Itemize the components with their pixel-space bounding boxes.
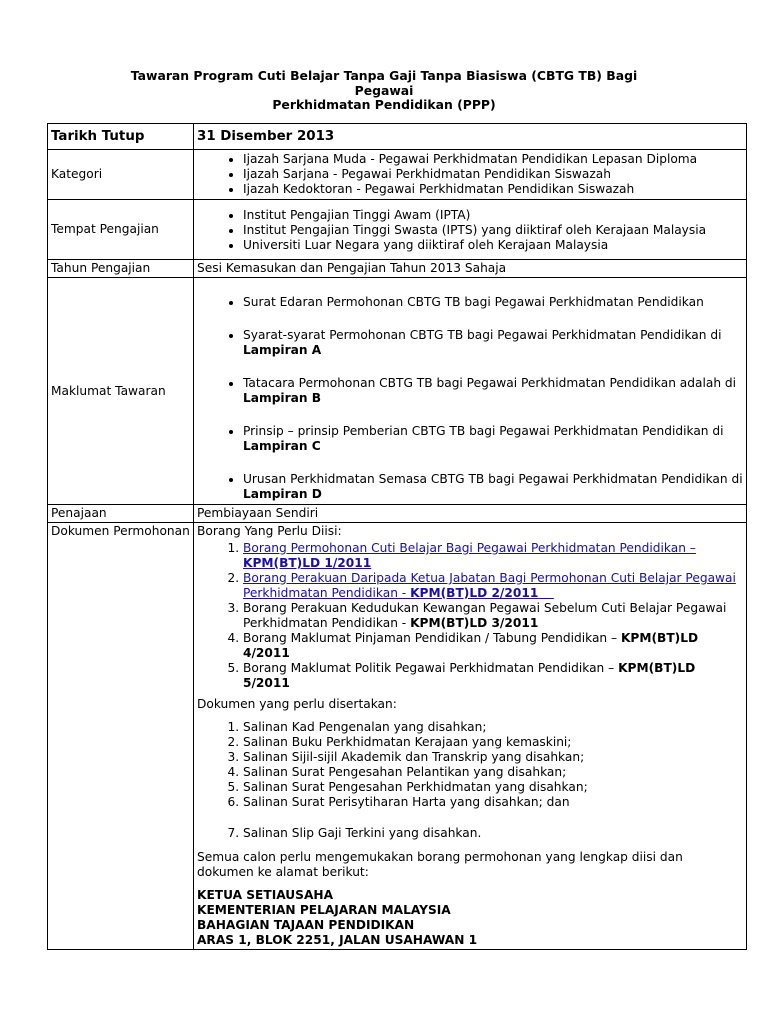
address-line: KETUA SETIAUSAHA (197, 888, 334, 902)
attachment-item: 4. Salinan Surat Pengesahan Pelantikan yang disahkan; (243, 765, 743, 780)
list-item: • Tatacara Permohonan CBTG TB bagi Pegawai Perkhidmatan Pendidikan adalah di Lampiran B (243, 376, 743, 406)
documents-label: Dokumen Permohonan (48, 523, 194, 950)
title-line-3: Perkhidmatan Pendidikan (PPP) (272, 97, 496, 112)
attachment-item: 1. Salinan Kad Pengenalan yang disahkan; (243, 720, 743, 735)
closing-date-label: Tarikh Tutup (48, 124, 194, 150)
attachment-item: 7. Salinan Slip Gaji Terkini yang disahkan. (243, 826, 743, 841)
category-list (197, 152, 743, 197)
offer-info-label: Maklumat Tawaran (48, 278, 194, 505)
forms-heading: Borang Yang Perlu Diisi: (197, 524, 342, 538)
row-study-place (48, 200, 747, 260)
study-place-list (197, 208, 743, 253)
list-item: • Prinsip – prinsip Pemberian CBTG TB bagi Pegawai Perkhidmatan Pendidikan di Lampiran C (243, 424, 743, 454)
form-item: 4. Borang Maklumat Pinjaman Pendidikan / Tabung Pendidikan – KPM(BT)LD 4/2011 (243, 631, 743, 661)
row-sponsorship (48, 505, 747, 523)
offer-table (47, 123, 747, 950)
address-line: BAHAGIAN TAJAAN PENDIDIKAN (197, 918, 415, 932)
list-item: • Institut Pengajian Tinggi Swasta (IPTS) yang diiktiraf oleh Kerajaan Malaysia (243, 223, 743, 238)
row-study-year (48, 260, 747, 278)
form-item: 5. Borang Maklumat Politik Pegawai Perkhidmatan Pendidikan – KPM(BT)LD 5/2011 (243, 661, 743, 691)
sponsorship-value: Pembiayaan Sendiri (194, 505, 747, 523)
mailing-address (197, 888, 743, 948)
closing-date-value: 31 Disember 2013 (194, 124, 747, 150)
row-closing-date (48, 124, 747, 150)
list-item: • Ijazah Kedoktoran - Pegawai Perkhidmatan Pendidikan Siswazah (243, 182, 743, 197)
address-line: KEMENTERIAN PELAJARAN MALAYSIA (197, 903, 451, 917)
study-place-label: Tempat Pengajian (48, 200, 194, 260)
category-label: Kategori (48, 150, 194, 200)
submission-note: Semua calon perlu mengemukakan borang permohonan yang lengkap diisi dan dokumen ke alamat berikut: (197, 850, 683, 879)
form-link-2[interactable]: Borang Perakuan Daripada Ketua Jabatan Bagi Permohonan Cuti Belajar Pegawai Perkhidmatan Pendidikan - KPM(BT)LD 2/2011 (243, 571, 736, 600)
title-line-1: Tawaran Program Cuti Belajar Tanpa Gaji Tanpa Biasiswa (CBTG TB) Bagi (130, 68, 638, 83)
document-title (90, 69, 678, 113)
attachment-item: 2. Salinan Buku Perkhidmatan Kerajaan yang kemaskini; (243, 735, 743, 750)
list-item: • Universiti Luar Negara yang diiktiraf oleh Kerajaan Malaysia (243, 238, 743, 253)
offer-info-list (197, 295, 743, 502)
list-item: • Ijazah Sarjana Muda - Pegawai Perkhidmatan Pendidikan Lepasan Diploma (243, 152, 743, 167)
address-line: ARAS 1, BLOK 2251, JALAN USAHAWAN 1 (197, 933, 478, 947)
list-item: • Surat Edaran Permohonan CBTG TB bagi Pegawai Perkhidmatan Pendidikan (243, 295, 743, 310)
form-item: 3. Borang Perakuan Kedudukan Kewangan Pegawai Sebelum Cuti Belajar Pegawai Perkhidmatan Pendidikan - KPM(BT)LD 3/2011 (243, 601, 743, 631)
attachment-item: 5. Salinan Surat Pengesahan Perkhidmatan yang disahkan; (243, 780, 743, 795)
study-year-label: Tahun Pengajian (48, 260, 194, 278)
title-line-2: Pegawai (354, 82, 414, 98)
form-item[interactable] (243, 571, 743, 601)
row-offer-info (48, 278, 747, 505)
attachments-list (197, 720, 743, 841)
row-documents (48, 523, 747, 950)
sponsorship-label: Penajaan (48, 505, 194, 523)
list-item: • Syarat-syarat Permohonan CBTG TB bagi Pegawai Perkhidmatan Pendidikan di Lampiran A (243, 328, 743, 358)
list-item: • Urusan Perkhidmatan Semasa CBTG TB bagi Pegawai Perkhidmatan Pendidikan di Lampiran D (243, 472, 743, 502)
attachments-heading: Dokumen yang perlu disertakan: (197, 697, 397, 711)
forms-list (197, 541, 743, 691)
form-item[interactable] (243, 541, 743, 571)
attachment-item: 3. Salinan Sijil-sijil Akademik dan Transkrip yang disahkan; (243, 750, 743, 765)
form-link-1[interactable]: Borang Permohonan Cuti Belajar Bagi Pegawai Perkhidmatan Pendidikan – KPM(BT)LD 1/2011 (243, 541, 696, 570)
study-year-value: Sesi Kemasukan dan Pengajian Tahun 2013 Sahaja (194, 260, 747, 278)
row-category (48, 150, 747, 200)
list-item: • Ijazah Sarjana - Pegawai Perkhidmatan Pendidikan Siswazah (243, 167, 743, 182)
attachment-item: 6. Salinan Surat Perisytiharan Harta yang disahkan; dan (243, 795, 743, 810)
list-item: • Institut Pengajian Tinggi Awam (IPTA) (243, 208, 743, 223)
